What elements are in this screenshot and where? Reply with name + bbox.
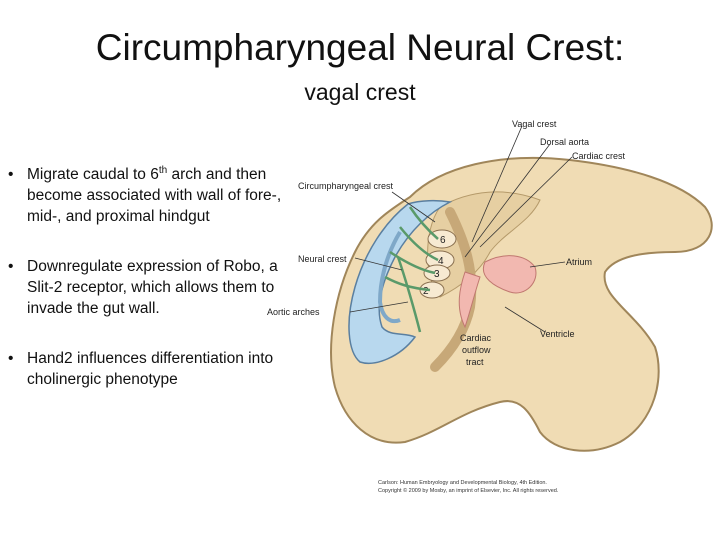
label-aortic-arches: Aortic arches <box>267 307 320 317</box>
bullet-dot: • <box>8 350 14 367</box>
slide-title: Circumpharyngeal Neural Crest: <box>95 27 625 68</box>
figure-credit: Copyright © 2009 by Mosby, an imprint of Elsevier, Inc. All rights reserved. <box>378 488 559 494</box>
bullet-text: Hand2 influences differentiation into cholinergic phenotype <box>27 350 274 388</box>
slide-subtitle: vagal crest <box>304 79 416 105</box>
label-circumpharyngeal-crest: Circumpharyngeal crest <box>298 181 394 191</box>
label-ventricle: Ventricle <box>540 329 575 339</box>
label-cardiac-outflow-tract: tract <box>466 357 484 367</box>
label-cardiac-outflow-tract: Cardiac <box>460 333 492 343</box>
bullet-list <box>6 164 306 419</box>
arch-number: 6 <box>440 235 446 246</box>
bullet-dot: • <box>8 166 14 183</box>
label-cardiac-outflow-tract: outflow <box>462 345 491 355</box>
bullet-item <box>6 164 306 227</box>
bullet-text: Migrate caudal to 6th arch and then become associated with wall of fore-, mid-, and proximal hindgut <box>27 164 282 225</box>
bullet-dot: • <box>8 258 14 275</box>
arch-number: 4 <box>438 256 444 267</box>
label-neural-crest: Neural crest <box>298 254 347 264</box>
arch-number: 3 <box>434 269 440 280</box>
bullet-text: Downregulate expression of Robo, a Slit-2 receptor, which allows them to invade the gut wall. <box>27 258 278 317</box>
bullet-item <box>6 256 306 319</box>
figure-credit: Carlson: Human Embryology and Developmental Biology, 4th Edition. <box>378 480 547 486</box>
label-cardiac-crest: Cardiac crest <box>572 151 626 161</box>
label-dorsal-aorta: Dorsal aorta <box>540 137 590 147</box>
embryo-diagram <box>267 112 720 512</box>
label-atrium: Atrium <box>566 257 593 267</box>
label-vagal-crest: Vagal crest <box>512 119 557 129</box>
arch-number: 2 <box>423 286 429 297</box>
bullet-item <box>6 348 306 390</box>
